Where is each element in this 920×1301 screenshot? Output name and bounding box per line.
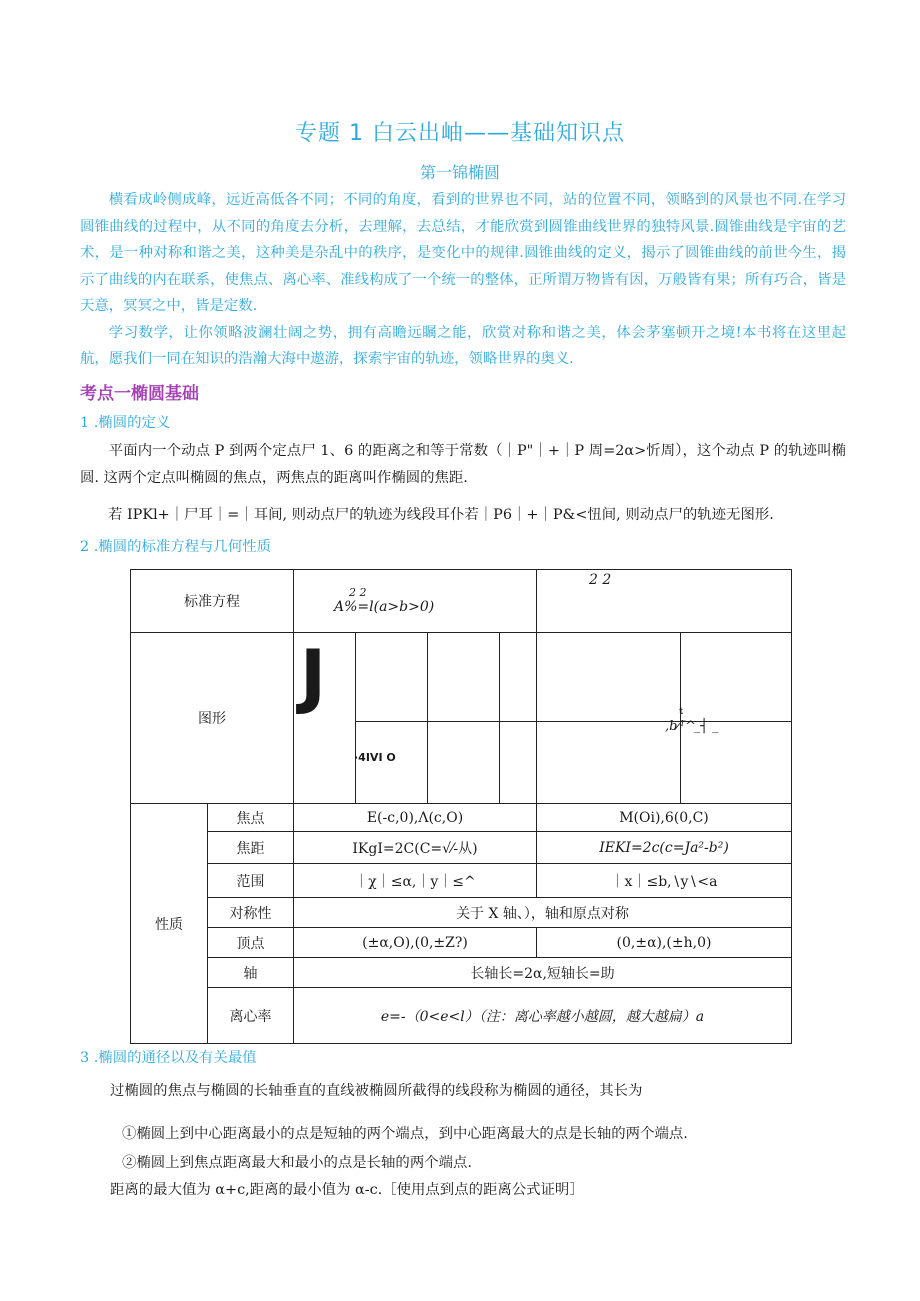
property-label: 焦点 — [208, 804, 294, 832]
equation-exponents-vertical: 2 2 — [589, 572, 612, 588]
figure-axis-mark: t — [679, 707, 684, 717]
standard-equation-horizontal — [294, 570, 537, 633]
figure-label: 图形 — [131, 633, 294, 804]
figure-caption: ·4IVI O — [354, 751, 396, 764]
ellipse-properties-table — [130, 569, 792, 1044]
property-row-symmetry — [131, 898, 792, 928]
property-value-vertical: M(Oi),6(0,C) — [537, 804, 792, 832]
subsection-latus-rectum: 3 .椭圆的通径以及有关最值 — [80, 1050, 257, 1066]
property-value-horizontal: IKgI=2C(C=√⁄-从) — [294, 832, 537, 864]
intro-paragraph-1: 横看成岭侧成峰，远近高低各不同；不同的角度，看到的世界也不同，站的位置不同，领略到的风景也不同.在学习圆锥曲线的过程中，从不同的角度去分析，去理解，去总结，才能欣赏到圆锥曲线世界的独特风景.圆锥曲线是宇宙的艺术，是一种对称和谐之美，这种美是杂乱中的秩序，是变化中的规律.圆锥曲线的定义，揭示了圆锥曲线的前世今生，揭示了曲线的内在联系，使焦点、离心率、准线构成了一个统一的整体，正所谓万物皆有因，万般皆有果；所有巧合，皆是天意，冥冥之中，皆是定数. — [80, 192, 846, 314]
grid-line — [537, 721, 791, 722]
property-value-merged: e=-（0<e<l）（注：离心率越小越圆，越大越扁）a — [294, 988, 792, 1044]
figure-glyph: J — [300, 635, 327, 717]
property-row-axis — [131, 958, 792, 988]
property-row-vertex — [131, 928, 792, 958]
property-row-eccentricity — [131, 988, 792, 1044]
property-label: 焦距 — [208, 832, 294, 864]
figure-grid-right — [537, 633, 791, 803]
property-note-2: ②椭圆上到焦点距离最大和最小的点是长轴的两个端点. — [122, 1155, 472, 1171]
standard-equation-vertical — [537, 570, 792, 633]
property-note-1: ①椭圆上到中心距离最小的点是短轴的两个端点，到中心距离最大的点是长轴的两个端点. — [122, 1126, 688, 1142]
grid-line — [427, 633, 428, 803]
section-heading: 考点一椭圆基础 — [80, 384, 199, 404]
grid-line — [679, 633, 684, 803]
property-value-merged: 长轴长=2α,短轴长=助 — [294, 958, 792, 988]
figure-vertical-ellipse — [537, 633, 792, 804]
standard-equation-label: 标准方程 — [131, 570, 294, 633]
grid-line — [499, 633, 500, 803]
grid-line — [355, 721, 536, 722]
property-row-focus — [131, 804, 792, 832]
page-title: 专题 1 白云出岫——基础知识点 — [295, 121, 625, 146]
standard-equation-row — [131, 570, 792, 633]
figure-row — [131, 633, 792, 804]
property-label: 顶点 — [208, 928, 294, 958]
equation-text: A%=l(a>b>0) — [334, 599, 435, 615]
property-value-vertical: (0,±α),(±h,0) — [537, 928, 792, 958]
property-label: 轴 — [208, 958, 294, 988]
intro-paragraph-2: 学习数学，让你领略波澜壮阔之势，拥有高瞻远瞩之能，欣赏对称和谐之美，体会茅塞顿开之境!本书将在这里起航，愿我们一同在知识的浩瀚大海中遨游，探索宇宙的轨迹，领略世界的奥义. — [80, 324, 846, 367]
property-value-horizontal: E(-c,0),Λ(c,O) — [294, 804, 537, 832]
property-label: 范围 — [208, 864, 294, 898]
figure-caption-right: ,b⁄ᵀ^ ̲┤ _ — [665, 719, 719, 734]
equation-exponents: 2 2 — [349, 586, 367, 599]
definition-paragraph: 平面内一个动点 P 到两个定点尸 1、6 的距离之和等于常数（｜P"｜+｜P 周=2α>忻周），这个动点 P 的轨迹叫椭圆. 这两个定点叫椭圆的焦点，两焦点的距离叫作椭圆的焦距. — [80, 443, 846, 486]
property-value-horizontal: ｜χ｜≤α,｜y｜≤^ — [294, 864, 537, 898]
property-label: 离心率 — [208, 988, 294, 1044]
property-value-vertical: ｜x｜≤b,∖y∖<a — [537, 864, 792, 898]
latus-rectum-paragraph: 过椭圆的焦点与椭圆的长轴垂直的直线被椭圆所截得的线段称为椭圆的通径，其长为 — [110, 1083, 643, 1099]
properties-group-label: 性质 — [131, 804, 208, 1044]
grid-line — [355, 633, 356, 803]
subsection-definition: 1 .椭圆的定义 — [80, 415, 171, 431]
property-value-merged: 关于 X 轴、），轴和原点对称 — [294, 898, 792, 928]
chapter-subtitle: 第一锦椭圆 — [419, 163, 500, 182]
property-value-horizontal: (±α,O),(0,±Z?) — [294, 928, 537, 958]
definition-note: 若 IPKl+｜尸耳｜=｜耳间, 则动点尸的轨迹为线段耳仆若｜P6｜+｜P&<忸间, 则动点尸的轨迹无图形. — [108, 507, 774, 523]
property-value-vertical: IEKI=2c(c=Ja²-b²) — [537, 832, 792, 864]
distance-note: 距离的最大值为 α+c,距离的最小值为 α-c.［使用点到点的距离公式证明］ — [110, 1182, 584, 1198]
property-row-focal-distance — [131, 832, 792, 864]
figure-grid-left — [294, 633, 536, 803]
figure-horizontal-ellipse — [294, 633, 537, 804]
subsection-standard-equation: 2 .椭圆的标准方程与几何性质 — [80, 539, 271, 555]
intro-text — [80, 187, 846, 373]
property-label: 对称性 — [208, 898, 294, 928]
property-row-range — [131, 864, 792, 898]
